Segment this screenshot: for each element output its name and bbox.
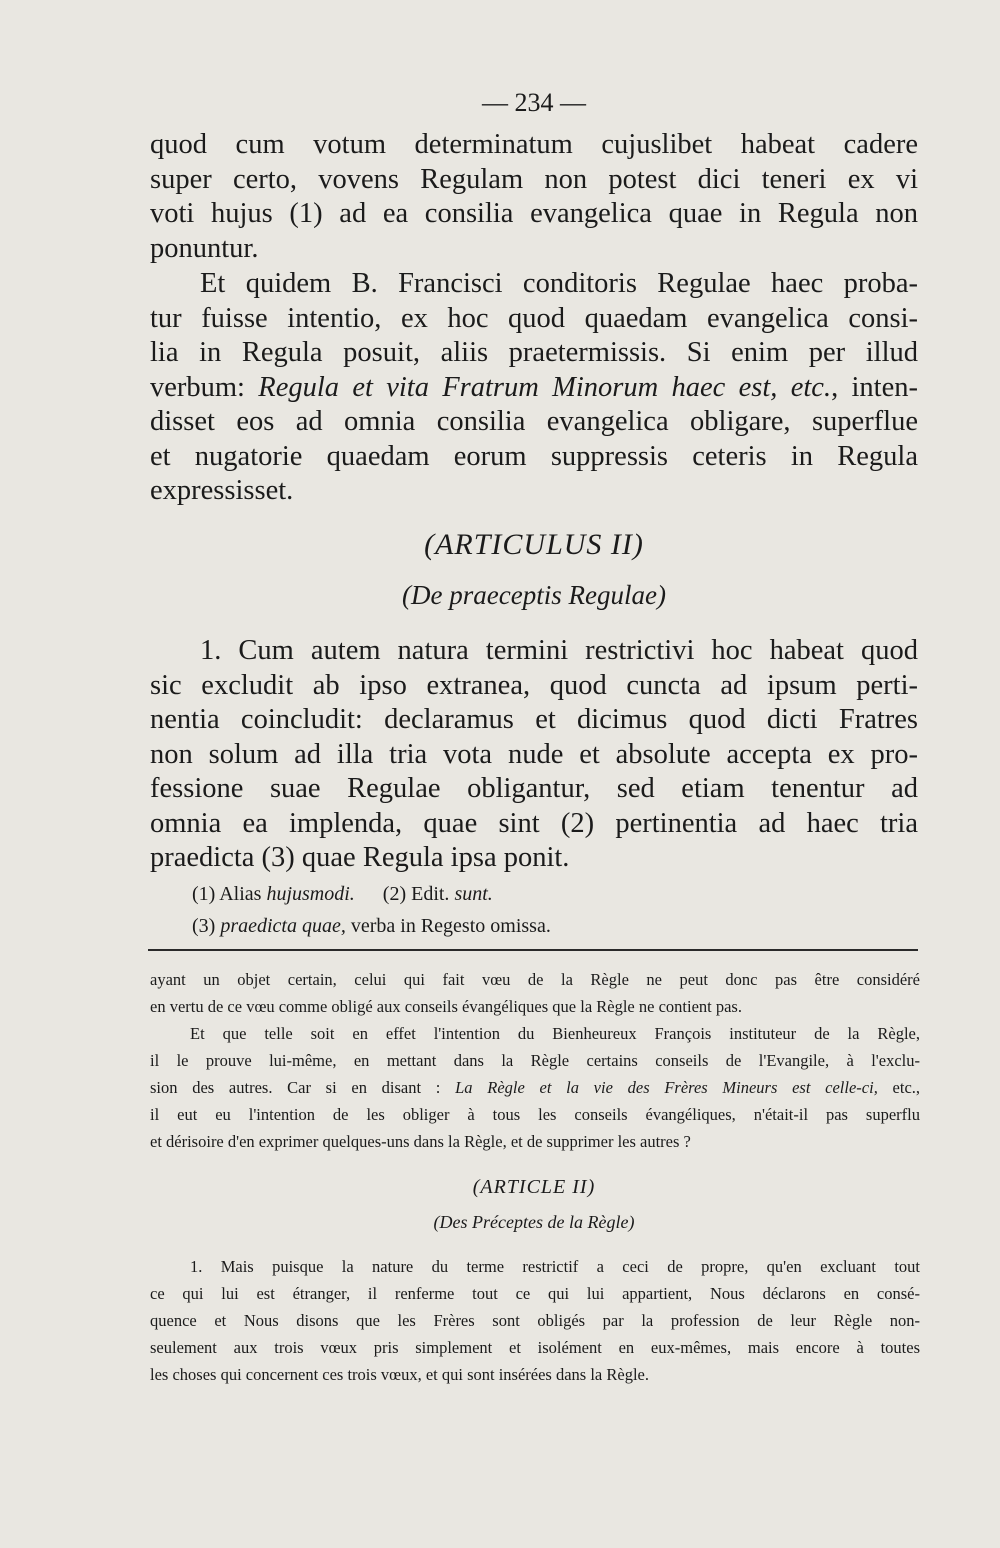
text-line: il eut eu l'intention de les obliger à tous les conseils évangéliques, n'était-il pas superflu (150, 1105, 920, 1124)
text-run: verbum: (150, 371, 259, 403)
text-line (150, 371, 918, 406)
text-line: et nugatorie quaedam eorum suppressis ceteris in Regula (150, 440, 918, 472)
italic-quote: Regula et vita Fratrum Minorum haec est, etc. (258, 371, 832, 403)
text-line: quod cum votum determinatum cujuslibet habeat cadere (150, 129, 918, 160)
text-line: disset eos ad omnia consilia evangelica obligare, superflue (150, 406, 918, 437)
text-line: et dérisoire d'en exprimer quelques-uns dans la Règle, et de supprimer les autres ? (150, 1132, 691, 1151)
text-line: 1. Mais puisque la nature du terme restrictif a ceci de propre, qu'en excluant tout (190, 1257, 920, 1276)
text-line: quence et Nous disons que les Frères sont obligés par la profession de leur Règle non- (150, 1311, 920, 1330)
latin-paragraph-1 (150, 128, 918, 266)
footnote-3-text: verba in Regesto omissa. (345, 915, 551, 937)
french-paragraphs-1-2 (150, 966, 920, 1155)
text-run: sion des autres. Car si en disant : (150, 1078, 456, 1097)
text-line: voti hujus (1) ad ea consilia evangelica quae in Regula non (150, 198, 918, 229)
page-number: — 234 — (482, 88, 586, 117)
latin-paragraph-2 (150, 267, 918, 509)
italic-quote: La Règle et la vie des Frères Mineurs est celle-ci, (455, 1078, 878, 1097)
text-line: sic excludit ab ipso extranea, quod cuncta ad ipsum perti- (150, 669, 918, 701)
text-line: lia in Regula posuit, aliis praetermissis. Si enim per illud (150, 337, 918, 368)
text-line: 1. Cum autem natura termini restrictivi hoc habeat quod (200, 635, 918, 666)
text-line: praedicta (3) quae Regula ipsa ponit. (150, 842, 570, 873)
french-article-subtitle: (Des Préceptes de la Règle) (433, 1212, 635, 1232)
separator-rule (148, 949, 918, 951)
article-subtitle: (De praeceptis Regulae) (402, 580, 666, 610)
footnote-1-label: (1) Alias (192, 883, 267, 905)
text-line: tur fuisse intentio, ex hoc quod quaedam evangelica consi- (150, 302, 918, 334)
text-line: omnia ea implenda, quae sint (2) pertinentia ad haec tria (150, 807, 918, 839)
footnote-1-text: hujusmodi. (266, 883, 355, 905)
text-line (150, 1074, 920, 1101)
article-title: (ARTICULUS II) (424, 528, 644, 561)
footnotes-line-1 (192, 883, 493, 906)
text-line: il le prouve lui-même, en mettant dans la Règle certains conseils de l'Evangile, à l'exclu- (150, 1051, 920, 1070)
text-run: etc., (877, 1078, 921, 1097)
text-line: expressisset. (150, 475, 294, 506)
text-line: Et quidem B. Francisci conditoris Regulae haec proba- (200, 268, 918, 299)
french-paragraph-3 (150, 1253, 920, 1388)
latin-paragraph-3 (150, 634, 918, 876)
text-line: super certo, vovens Regulam non potest dici teneri ex vi (150, 163, 918, 195)
text-line: ponuntur. (150, 232, 259, 264)
footnote-3-italic: praedicta quae, (220, 915, 346, 937)
text-run: , inten- (831, 371, 918, 403)
footnote-2-text: sunt. (454, 883, 493, 905)
text-line: non solum ad illa tria vota nude et absolute accepta ex pro- (150, 738, 918, 770)
text-line: ce qui lui est étranger, il renferme tout ce qui lui appartient, Nous déclarons en consé- (150, 1284, 920, 1303)
footnote-2-label: (2) Edit. (382, 883, 455, 905)
text-line: seulement aux trois vœux pris simplement et isolément en eux-mêmes, mais encore à toutes (150, 1338, 920, 1357)
footnotes-line-2 (192, 915, 551, 938)
text-line: en vertu de ce vœu comme obligé aux conseils évangéliques que la Règle ne contient pas. (150, 997, 742, 1016)
text-line: les choses qui concernent ces trois vœux, et qui sont insérées dans la Règle. (150, 1365, 649, 1384)
text-line: nentia coincludit: declaramus et dicimus quod dicti Fratres (150, 704, 918, 735)
french-article-title: (ARTICLE II) (472, 1176, 596, 1198)
text-line: ayant un objet certain, celui qui fait vœu de la Règle ne peut donc pas être considéré (150, 970, 920, 989)
text-line: Et que telle soit en effet l'intention du Bienheureux François instituteur de la Règle, (190, 1024, 920, 1043)
footnote-3-label: (3) (192, 915, 221, 937)
text-line: fessione suae Regulae obligantur, sed etiam tenentur ad (150, 773, 918, 804)
